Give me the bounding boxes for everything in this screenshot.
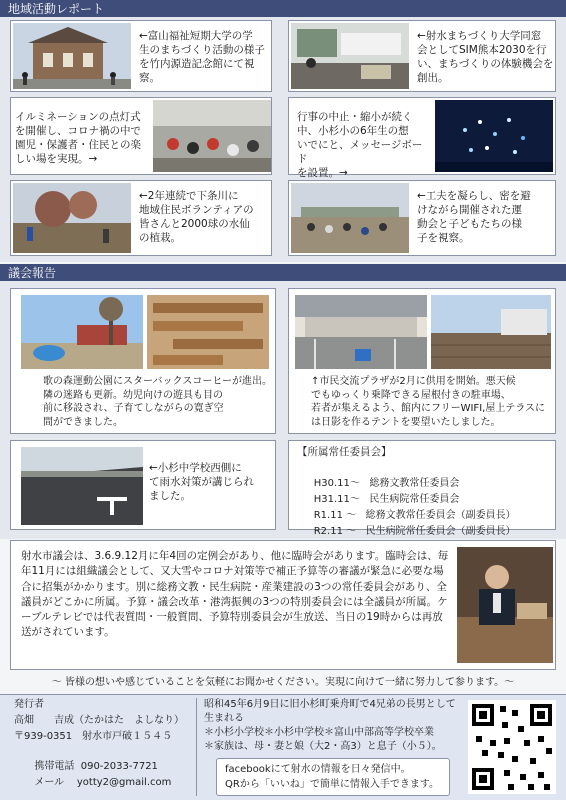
report-card [10, 97, 272, 175]
council-report-card [288, 288, 556, 434]
council-report-card [10, 440, 276, 530]
report-photo [147, 295, 269, 369]
section-title: 地域活動レポート [8, 2, 105, 16]
council-report-text: ↑市民交流プラザが2月に供用を開始。悪天候 でもゆっくり乗降できる屋根付きの駐車場、 若者が集えるよう、館内にフリーWIFI,屋上テラスに は日影を作るテントを要望いたしました。 [311, 376, 546, 428]
plaza-photo-icon [295, 295, 427, 369]
mail-label: メール [34, 776, 65, 788]
report-photo [291, 23, 409, 89]
report-photo [153, 100, 271, 172]
tagline: ～ 皆様の想いや感じていることを気軽にお聞かせください。実現に向けて一緒に努力して参ります。～ [51, 677, 515, 688]
footer-divider [196, 698, 200, 796]
section-header-activity [0, 0, 566, 17]
event-photo-icon [153, 100, 271, 172]
sports-day-photo-icon [291, 183, 409, 253]
committee-box [288, 440, 556, 537]
phone-label: 携帯電話 [34, 760, 75, 772]
phone-number[interactable]: 090-2033-7721 [80, 760, 158, 772]
facebook-line: facebookにて射水の情報を日々発信中。 [225, 764, 411, 775]
mail-row [28, 762, 171, 789]
report-photo [13, 183, 131, 253]
qr-code-icon [468, 700, 556, 794]
profile-line: 昭和45年6月9日に旧小杉町乗舟町で4兄弟の長男として [204, 699, 456, 710]
report-card [288, 180, 556, 256]
publisher-label: 発行者 [14, 699, 44, 710]
council-description: 射水市議会は、3.6.9.12月に年4回の定例会があり、他に臨時会があります。臨時会は、毎年11月には組織議会として、又大雪やコロナ対策等で補正予算等の審議が緊急に必要な場合に招集がかかります。別に総務文教・民生病院・産業建設の3つの常任委員会があり、全議員がどこかに所属。予算・議会改革・港湾振興の3つの特別委員会には全議員が所属。ケーブルテレビでは代表質問・一般質問、予算特別委員会が生放送、当日の19時からは再放送がされています。 [21, 550, 449, 639]
report-card [10, 20, 272, 92]
maze-photo-icon [147, 295, 269, 369]
report-text: ←射水まちづくり大学同窓 会としてSIM熊本2030を行 い、まちづくりの体験機会を 創出。 [417, 30, 554, 84]
report-photo [291, 183, 409, 253]
report-photo [13, 23, 131, 89]
report-photo [431, 295, 551, 369]
profile-line: ＊小杉小学校＊小杉中学校＊富山中部高等学校卒業 [204, 727, 434, 738]
workshop-photo-icon [291, 23, 409, 89]
committee-term: H30.11～ [313, 477, 360, 489]
report-text: ←富山福祉短期大学の学 生のまちづくり活動の様子 を竹内源造記念館にて視 察。 [139, 30, 265, 84]
committee-name: 民生病院常任委員会 [369, 493, 460, 505]
park-photo-icon [21, 295, 143, 369]
council-report-text: ←小杉中学校西側に て雨水対策が講じられ ました。 [149, 462, 254, 502]
council-report-text: 歌の森運動公園にスターバックスコーヒーが進出。 隣の迷路も更新。幼児向けの遊具も目の 前に移設され、子育てしながらの寛ぎ空 間ができました。 [43, 376, 272, 428]
illumination-photo-icon [435, 100, 553, 172]
report-photo [295, 295, 427, 369]
committee-term: R2.11 ～ [313, 525, 357, 537]
report-text: イルミネーションの点灯式 を開催し、コロナ禍の中で 園児・保護者・住民との楽 しい場を実現。→ [15, 111, 141, 165]
committee-heading: 【所属常任委員会】 [297, 446, 392, 458]
mail-address[interactable]: yotty2@gmail.com [76, 776, 172, 788]
planting-photo-icon [13, 183, 131, 253]
council-report-card [10, 288, 276, 434]
assembly-photo [457, 547, 553, 663]
report-photo [21, 295, 143, 369]
report-card [10, 180, 272, 256]
publisher-address: 〒939-0351 射水市戸破１５４５ [14, 731, 173, 742]
profile-line: ＊家族は、母・妻と娘（大2・高3）と息子（小５）。 [204, 741, 442, 752]
road-photo-icon [21, 447, 143, 525]
report-card [288, 20, 556, 92]
report-photo [21, 447, 143, 525]
report-card [288, 97, 556, 179]
committee-name: 総務文教常任委員会 [369, 477, 460, 489]
qr-code[interactable] [468, 700, 556, 794]
section-title: 議会報告 [8, 266, 57, 280]
section-header-council [0, 264, 566, 281]
terrace-photo-icon [431, 295, 551, 369]
building-photo-icon [13, 23, 131, 89]
committee-name: 民生病院常任委員会（副委員長） [365, 525, 516, 537]
report-photo [435, 100, 553, 172]
report-text: 行事の中止・縮小が続く 中、小杉小の6年生の想 いでにと、メッセージボード を設置。→ [297, 111, 423, 179]
committee-name: 総務文教常任委員会（副委員長） [365, 509, 516, 521]
committee-term: H31.11～ [313, 493, 360, 505]
facebook-box [216, 758, 450, 796]
facebook-line: QRから「いいね」で簡単に情報入手できます。 [225, 779, 440, 790]
council-info-box [10, 540, 556, 670]
report-text: ←2年連続で下条川に 地域住民ボランティアの 皆さんと2000球の水仙 の植栽。 [139, 190, 254, 244]
report-text: ←工夫を凝らし、密を避 けながら開催された運 動会と子どもたちの様 子を視察。 [417, 190, 531, 244]
publisher-name: 高畑 吉成（たかはた よしなり） [14, 715, 184, 726]
committee-term: R1.11 ～ [313, 509, 357, 521]
profile-line: 生まれる [204, 713, 244, 724]
speaker-photo-icon [457, 547, 553, 663]
